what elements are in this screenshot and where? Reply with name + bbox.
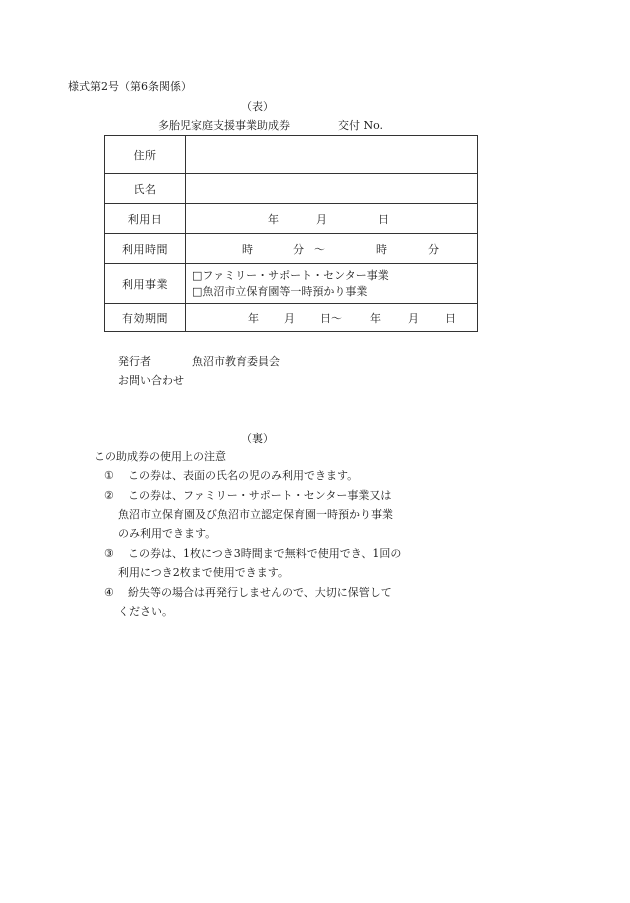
front-side-label: （表） <box>241 100 274 113</box>
issuer-label: 発行者 <box>118 355 151 368</box>
note-1-marker: ① <box>104 469 114 482</box>
issuer-name: 魚沼市教育委員会 <box>192 355 280 368</box>
note-2-marker: ② <box>104 489 114 502</box>
note-2-line-2: 魚沼市立保育園及び魚沼市立認定保育園一時預かり事業 <box>118 508 393 521</box>
note-1-line-1: この券は、表面の氏名の児のみ利用できます。 <box>128 469 359 482</box>
note-4-marker: ④ <box>104 586 114 599</box>
issue-no-label: 交付 No. <box>338 119 384 132</box>
address-row <box>105 136 478 174</box>
note-3-line-1: この券は、1枚につき3時間まで無料で使用でき、1回の <box>128 547 402 560</box>
voucher-table <box>104 135 478 332</box>
validity-unit-month-start: 月 <box>284 311 295 325</box>
note-2-line-3: のみ利用できます。 <box>118 527 217 540</box>
date-unit-day: 日 <box>378 212 389 226</box>
time-unit-hour-start: 時 <box>242 242 253 256</box>
time-unit-minute-end: 分 <box>428 242 439 256</box>
time-field[interactable] <box>186 234 478 264</box>
date-unit-month: 月 <box>316 212 327 226</box>
note-4-line-1: 紛失等の場合は再発行しませんので、大切に保管して <box>128 586 392 599</box>
notes-heading: この助成券の使用上の注意 <box>94 450 226 463</box>
time-unit-hour-end: 時 <box>376 242 387 256</box>
validity-label: 有効期間 <box>105 304 186 332</box>
validity-unit-day-end: 日 <box>445 311 456 325</box>
note-3-line-2: 利用につき2枚まで使用できます。 <box>118 566 289 579</box>
name-field[interactable] <box>186 174 478 204</box>
address-label: 住所 <box>105 136 186 174</box>
validity-field[interactable] <box>186 304 478 332</box>
time-unit-minute-start: 分 <box>293 242 304 256</box>
service-row <box>105 264 478 304</box>
service-option-nursery-temporary-care[interactable]: □魚沼市立保育園等一時預かり事業 <box>192 284 368 298</box>
name-label: 氏名 <box>105 174 186 204</box>
time-row <box>105 234 478 264</box>
service-label: 利用事業 <box>105 264 186 304</box>
form-number: 様式第2号（第6条関係） <box>68 80 192 93</box>
date-unit-year: 年 <box>268 212 279 226</box>
validity-row <box>105 304 478 332</box>
note-2-line-1: この券は、ファミリー・サポート・センター事業又は <box>128 489 392 502</box>
address-field[interactable] <box>186 136 478 174</box>
date-row <box>105 204 478 234</box>
note-3-marker: ③ <box>104 547 114 560</box>
validity-unit-year-start: 年 <box>248 311 259 325</box>
inquiry-label: お問い合わせ <box>118 374 184 387</box>
name-row <box>105 174 478 204</box>
time-range-tilde: 〜 <box>314 242 325 256</box>
voucher-title: 多胎児家庭支援事業助成券 <box>158 119 290 132</box>
validity-unit-year-end: 年 <box>370 311 381 325</box>
time-label: 利用時間 <box>105 234 186 264</box>
service-options <box>186 264 478 304</box>
note-4-line-2: ください。 <box>118 605 173 618</box>
date-label: 利用日 <box>105 204 186 234</box>
validity-unit-month-end: 月 <box>408 311 419 325</box>
date-field[interactable] <box>186 204 478 234</box>
validity-unit-day-start: 日〜 <box>320 311 342 325</box>
service-option-family-support[interactable]: □ファミリー・サポート・センター事業 <box>192 268 389 282</box>
back-side-label: （裏） <box>241 432 274 445</box>
